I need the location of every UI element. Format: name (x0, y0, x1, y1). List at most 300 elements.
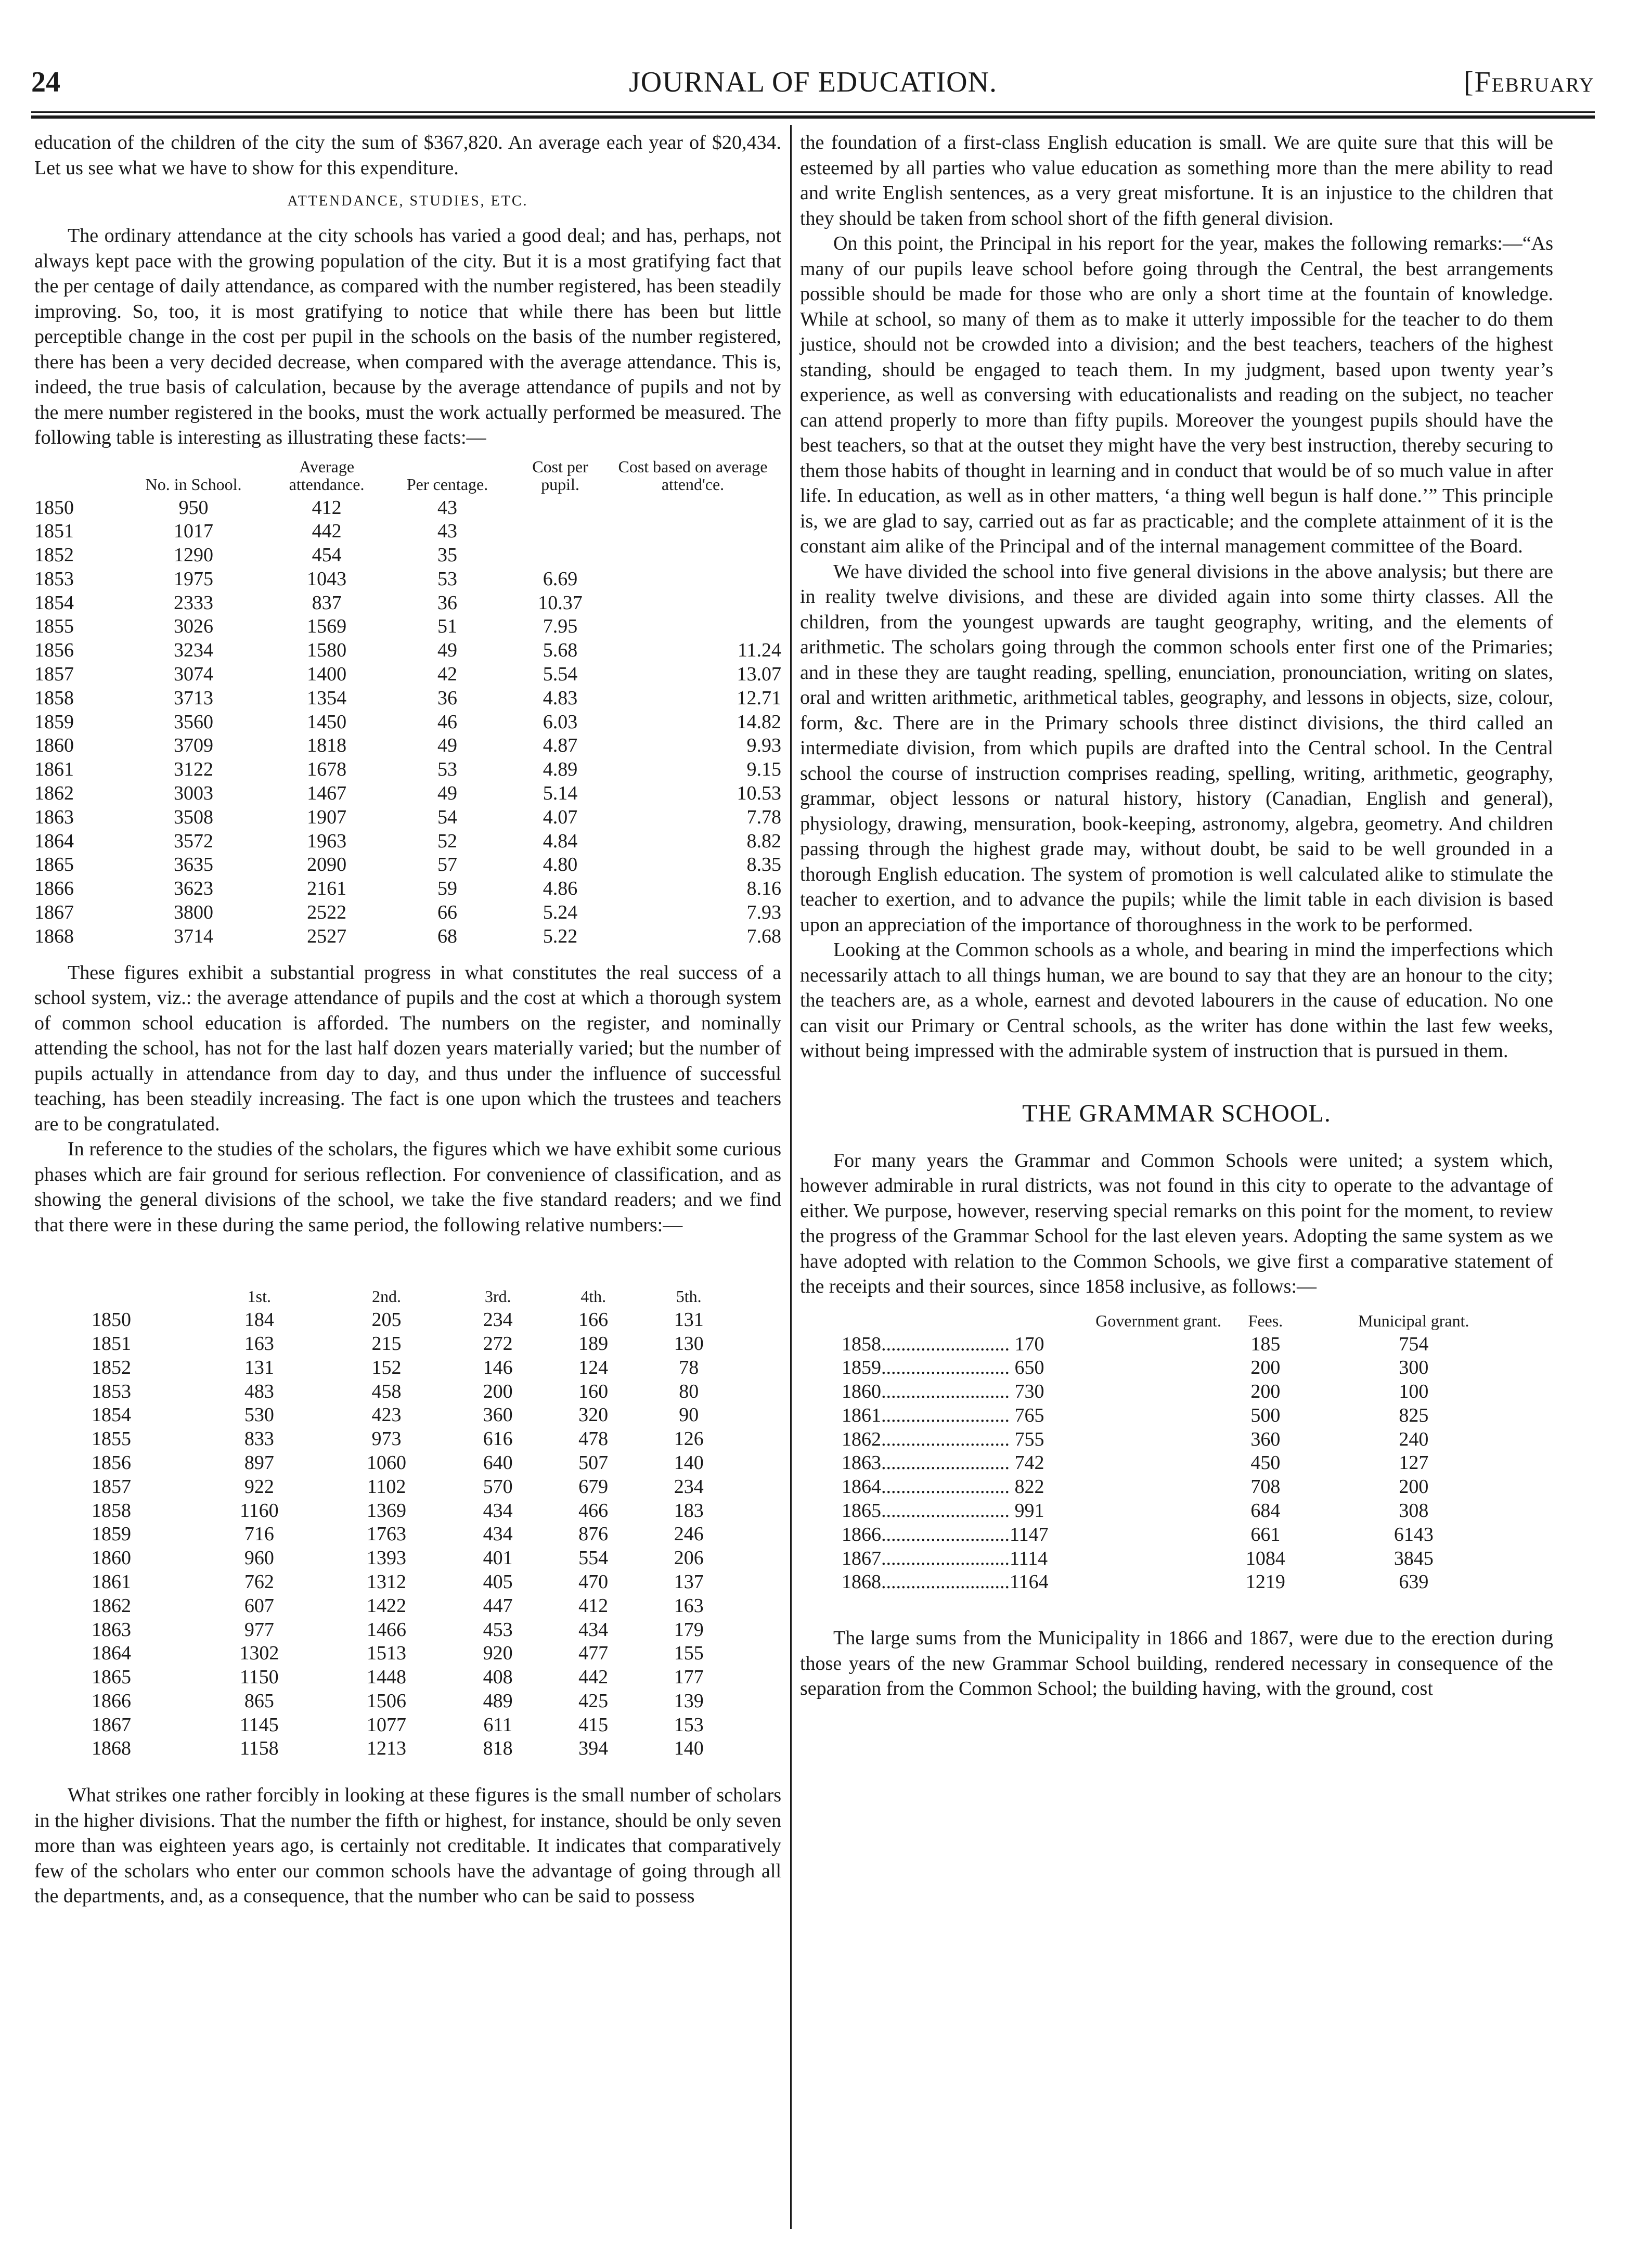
table-cell: 10.53 (737, 782, 781, 805)
table-cell: 1150 (240, 1666, 279, 1689)
readers-row (92, 1356, 737, 1380)
table-cell: 42 (437, 663, 458, 686)
table-cell: 1864 (34, 830, 74, 852)
attendance-row (34, 639, 781, 663)
gs-header-government: Government grant. (1095, 1311, 1221, 1330)
table-cell: 57 (437, 854, 458, 876)
table-cell: 54 (437, 806, 458, 828)
readers-row (92, 1713, 737, 1737)
table-cell: 466 (578, 1499, 609, 1522)
table-cell: 1354 (307, 687, 347, 709)
table-cell: 1858 (92, 1499, 131, 1522)
attendance-table-header (34, 458, 781, 496)
table-cell: 1854 (34, 591, 74, 614)
table-cell: 640 (483, 1451, 513, 1474)
table-cell: 1213 (367, 1737, 407, 1760)
table-cell: 272 (483, 1332, 513, 1355)
table-cell: 1853 (34, 568, 74, 590)
table-cell: 153 (674, 1713, 704, 1736)
table-cell: 716 (244, 1523, 274, 1545)
table-cell: 1158 (240, 1737, 279, 1760)
table-cell: 1861 (92, 1570, 131, 1593)
table-cell: 1865 (92, 1666, 131, 1689)
grammar-row (842, 1428, 1523, 1452)
table-cell: 177 (674, 1666, 704, 1689)
grammar-row (842, 1380, 1523, 1404)
attendance-row (34, 496, 781, 520)
table-cell: 1868..........................1164 (842, 1571, 1049, 1593)
table-cell: 4.84 (543, 830, 578, 852)
table-cell: 1450 (307, 711, 347, 733)
readers-row (92, 1690, 737, 1713)
table-cell: 405 (483, 1570, 513, 1593)
table-cell: 360 (1250, 1428, 1281, 1450)
table-cell: 320 (578, 1404, 609, 1426)
readers-row (92, 1547, 737, 1570)
table-cell: 3026 (174, 615, 214, 638)
table-cell: 3003 (174, 782, 214, 805)
table-cell: 68 (437, 925, 458, 947)
table-cell: 679 (578, 1475, 609, 1498)
table-cell: 1860 (92, 1547, 131, 1569)
table-cell: 1859 (34, 711, 74, 733)
table-cell: 684 (1250, 1500, 1281, 1522)
table-cell: 200 (1250, 1381, 1281, 1403)
attendance-subheading: ATTENDANCE, STUDIES, ETC. (287, 193, 528, 209)
table-cell: 1866 (34, 878, 74, 900)
table-cell: 46 (437, 711, 458, 733)
table-cell: 1422 (367, 1594, 407, 1617)
table-cell: 4.80 (543, 854, 578, 876)
attendance-row (34, 901, 781, 925)
table-cell: 1852 (92, 1356, 131, 1378)
table-cell: 394 (578, 1737, 609, 1760)
table-cell: 3845 (1393, 1547, 1434, 1569)
table-cell: 1855 (34, 615, 74, 638)
table-cell: 762 (244, 1570, 274, 1593)
table-cell: 1312 (367, 1570, 407, 1593)
table-cell: 8.16 (746, 878, 781, 900)
table-cell: 825 (1399, 1404, 1429, 1426)
grammar-table-header (842, 1312, 1523, 1333)
readers-row (92, 1427, 737, 1451)
table-cell: 1580 (307, 639, 347, 662)
table-cell: 434 (483, 1523, 513, 1545)
right-paragraph-5: For many years the Grammar and Common Schools were united; a system which, however admirable in rural districts, was not found in this city to operate to the advantage of either. We purpose, however, reserving special remarks on this point for the moment, to review the progress of the Grammar School for the last eleven years. Adopting the same system as we have adopted with relation to the Common Schools, we give first a comparative statement of the receipts and their sources, since 1858 inclusive, as follows:— (800, 1149, 1553, 1297)
table-cell: 1102 (367, 1475, 406, 1498)
table-cell: 6.69 (543, 568, 578, 590)
table-cell: 876 (578, 1523, 609, 1545)
table-cell: 6143 (1393, 1523, 1434, 1545)
table-cell: 1975 (174, 568, 214, 590)
table-cell: 454 (312, 544, 342, 566)
table-cell: 977 (244, 1618, 274, 1641)
table-cell: 450 (1250, 1452, 1281, 1474)
table-cell (604, 520, 781, 544)
readers-row (92, 1403, 737, 1427)
table-cell: 308 (1399, 1500, 1429, 1522)
table-cell: 124 (578, 1356, 609, 1378)
table-cell (516, 496, 604, 520)
table-cell: 434 (483, 1499, 513, 1522)
table-cell: 570 (483, 1475, 513, 1498)
table-cell: 163 (244, 1332, 274, 1355)
table-cell: 183 (674, 1499, 704, 1522)
table-cell: 611 (483, 1713, 512, 1736)
grammar-row (842, 1451, 1523, 1475)
table-cell: 1859 (92, 1523, 131, 1545)
table-cell: 1857 (92, 1475, 131, 1498)
table-cell (604, 568, 781, 591)
table-cell: 1818 (307, 734, 347, 757)
table-cell: 8.82 (746, 830, 781, 852)
header-rule-bottom (31, 115, 1595, 119)
table-cell: 1866 (92, 1690, 131, 1712)
table-cell: 458 (371, 1380, 402, 1402)
table-cell: 6.03 (543, 711, 578, 733)
table-cell: 80 (679, 1380, 699, 1402)
table-cell: 4.07 (543, 806, 578, 828)
table-cell: 3572 (174, 830, 214, 852)
table-cell (604, 544, 781, 568)
table-cell: 1853 (92, 1380, 131, 1402)
readers-row (92, 1499, 737, 1523)
table-cell: 3714 (174, 925, 214, 947)
table-cell: 973 (371, 1428, 402, 1450)
attendance-row (34, 758, 781, 782)
table-cell: 1865.......................... 991 (842, 1500, 1044, 1522)
table-cell: 7.78 (746, 806, 781, 828)
table-cell: 3074 (174, 663, 214, 686)
table-cell: 2527 (307, 925, 347, 947)
table-cell: 1860 (34, 734, 74, 757)
readers-table (92, 1287, 737, 1761)
right-column (800, 130, 1553, 1702)
table-cell: 4.89 (543, 758, 578, 781)
right-paragraph-4: Looking at the Common schools as a whole, and bearing in mind the imperfections which necessarily attach to all things human, we are bound to say that they are an honour to the city; the teachers are, as a whole, earnest and devoted labourers in the cause of education. No one can visit our Primary or Central schools, as the writer has done within the last few weeks, without being impressed with the admirable system of instruction that is pursued in them. (800, 939, 1553, 1062)
table-cell: 146 (483, 1356, 513, 1378)
table-cell: 140 (674, 1737, 704, 1760)
rdr-header-4th: 4th. (580, 1287, 606, 1306)
table-cell: 639 (1399, 1571, 1429, 1593)
attendance-row (34, 544, 781, 568)
table-cell: 1867 (34, 901, 74, 924)
table-cell: 1302 (239, 1642, 279, 1665)
table-cell: 12.71 (737, 687, 781, 709)
table-cell: 920 (483, 1642, 513, 1665)
table-cell: 897 (244, 1451, 274, 1474)
table-cell: 442 (312, 520, 342, 543)
table-cell: 53 (437, 758, 458, 781)
grammar-row (842, 1356, 1523, 1380)
table-cell: 477 (578, 1642, 609, 1665)
gs-header-municipal: Municipal grant. (1358, 1311, 1469, 1330)
table-cell: 1907 (307, 806, 347, 828)
table-cell (604, 496, 781, 520)
page-number: 24 (31, 66, 60, 98)
table-cell: 9.93 (746, 734, 781, 757)
table-cell: 8.35 (746, 854, 781, 876)
grammar-row (842, 1333, 1523, 1357)
table-cell: 240 (1399, 1428, 1429, 1450)
table-cell: 49 (437, 734, 458, 757)
table-cell: 2333 (174, 591, 214, 614)
attendance-row (34, 853, 781, 877)
table-cell: 1290 (174, 544, 214, 566)
table-cell: 1448 (367, 1666, 407, 1689)
table-cell: 49 (437, 639, 458, 662)
right-paragraph-2: On this point, the Principal in his report for the year, makes the following remarks:—“As many of our pupils leave school before going through the Central, the best arrangements possible should be made for those who are only a short time at the fountain of knowledge. While at school, so many of them as to make it utterly impossible for the teacher to do them justice, should not be crowded into a division; and the best teachers, teachers of the highest standing, should be engaged to teach them. In my judgment, based upon twenty year’s experience, as well as conversing with educationalists and reading on the subject, no teacher can attend properly to more than fifty pupils. Moreover the youngest pupils should have the best teachers, so that at the outset they might have the very best instruction, thereby securing to them those habits of thought in learning and in conduct that would be of so much value in after life. In education, as well as in other matters, ‘a thing well begun is half done.’” This principle is, we are glad to say, carried out as far as practicable; and the complete attainment of it is the constant aim alike of the Principal and of the internal management committee of the Board. (800, 233, 1553, 557)
table-cell: 661 (1250, 1523, 1281, 1545)
table-cell: 10.37 (538, 591, 583, 614)
table-cell: 434 (578, 1618, 609, 1641)
readers-row (92, 1475, 737, 1499)
table-cell: 1400 (307, 663, 347, 686)
table-cell: 130 (674, 1332, 704, 1355)
table-cell: 500 (1250, 1404, 1281, 1426)
table-cell: 163 (674, 1594, 704, 1617)
table-cell: 205 (371, 1309, 402, 1331)
table-cell: 530 (244, 1404, 274, 1426)
table-cell: 1219 (1245, 1571, 1285, 1593)
table-cell: 126 (674, 1428, 704, 1450)
table-cell: 950 (178, 496, 209, 519)
table-cell: 1852 (34, 544, 74, 566)
table-cell: 90 (679, 1404, 699, 1426)
grammar-row (842, 1547, 1523, 1571)
table-cell: 3713 (174, 687, 214, 709)
table-cell: 3234 (174, 639, 214, 662)
table-cell: 152 (371, 1356, 402, 1378)
attendance-row (34, 711, 781, 734)
table-cell: 1862.......................... 755 (842, 1428, 1044, 1450)
table-cell: 5.24 (543, 901, 578, 924)
table-cell: 185 (1250, 1333, 1281, 1355)
attendance-row (34, 663, 781, 687)
table-cell: 1862 (34, 782, 74, 805)
table-cell: 78 (679, 1356, 699, 1378)
table-cell: 616 (483, 1428, 513, 1450)
left-paragraph-1: education of the children of the city the sum of $367,820. An average each year of $20,434. Let us see what we have to show for this expenditure. (34, 132, 781, 179)
table-cell: 412 (578, 1594, 609, 1617)
grammar-row (842, 1475, 1523, 1499)
table-cell: 1678 (307, 758, 347, 781)
table-cell: 189 (578, 1332, 609, 1355)
table-cell: 14.82 (737, 711, 781, 733)
left-paragraph-3: These figures exhibit a substantial progress in what constitutes the real success of a school system, viz.: the average attendance of pupils and the cost at which a thorough system of common school education is afforded. The numbers on the register, and nominally attending the school, has not for the last half dozen years materially varied; but the number of pupils actually in attendance from day to day, and thus under the influence of successful teaching, has been steadily increasing. The fact is one upon which the trustees and teachers are to be congratulated. (34, 961, 781, 1135)
table-cell: 1863 (34, 806, 74, 828)
table-cell: 49 (437, 782, 458, 805)
table-cell: 447 (483, 1594, 513, 1617)
table-cell: 3508 (174, 806, 214, 828)
grammar-row (842, 1570, 1523, 1594)
table-cell: 7.93 (746, 901, 781, 924)
table-cell: 1861 (34, 758, 74, 781)
table-cell: 160 (578, 1380, 609, 1402)
table-cell: 922 (244, 1475, 274, 1498)
rdr-header-2nd: 2nd. (372, 1287, 402, 1306)
readers-row (92, 1332, 737, 1356)
attendance-row (34, 806, 781, 830)
issue-month: [February (1464, 66, 1595, 98)
table-cell: 7.68 (746, 925, 781, 947)
table-cell: 4.87 (543, 734, 578, 757)
table-cell: 5.68 (543, 639, 578, 662)
attendance-table (34, 458, 781, 949)
table-cell: 53 (437, 568, 458, 590)
table-cell: 408 (483, 1666, 513, 1689)
grammar-row (842, 1499, 1523, 1523)
table-cell: 35 (437, 544, 458, 566)
readers-row (92, 1380, 737, 1404)
table-cell: 1856 (34, 639, 74, 662)
table-cell (604, 591, 781, 615)
table-cell: 9.15 (746, 758, 781, 781)
table-cell: 3635 (174, 854, 214, 876)
rdr-header-year (92, 1287, 196, 1308)
table-cell: 865 (244, 1690, 274, 1712)
table-cell: 1569 (307, 615, 347, 638)
table-cell: 131 (244, 1356, 274, 1378)
table-cell: 300 (1399, 1357, 1429, 1379)
table-cell: 43 (437, 520, 458, 543)
attendance-row (34, 925, 781, 949)
table-cell: 607 (244, 1594, 274, 1617)
table-cell (604, 615, 781, 639)
readers-row (92, 1642, 737, 1666)
table-cell: 36 (437, 687, 458, 709)
left-paragraph-2: The ordinary attendance at the city schools has varied a good deal; and has, perhaps, not always kept pace with the growing population of the city. But it is a most gratifying fact that the per centage of daily attendance, as compared with the number registered, has been steadily improving. So, too, it is most gratifying to notice that while there has been but little perceptible change in the cost per pupil in the schools on the basis of the number registered, there has been a very decided decrease, when compared with the average attendance. This is, indeed, the true basis of calculation, because by the average attendance of pupils and not by the mere number registered in the books, must the work actually performed be measured. The following table is interesting as illustrating these facts:— (34, 225, 781, 448)
table-cell: 425 (578, 1690, 609, 1712)
readers-row (92, 1570, 737, 1594)
table-cell: 401 (483, 1547, 513, 1569)
table-cell: 1077 (367, 1713, 407, 1736)
table-cell (516, 544, 604, 568)
table-cell: 442 (578, 1666, 609, 1689)
readers-row (92, 1523, 737, 1547)
table-cell: 3122 (174, 758, 214, 781)
table-cell: 1963 (307, 830, 347, 852)
right-paragraph-1: the foundation of a first-class English education is small. We are quite sure that this will be esteemed by all parties who value education as something more than the mere ability to read and write English sentences, as a very great misfortune. It is an injustice to the children that they should be taken from school short of the fifth general division. (800, 132, 1553, 229)
table-cell: 1863.......................... 742 (842, 1452, 1044, 1474)
table-cell: 51 (437, 615, 458, 638)
table-cell: 1858.......................... 170 (842, 1333, 1044, 1355)
left-paragraph-4: In reference to the studies of the scholars, the figures which we have exhibit some curious phases which are fair ground for serious reflection. For convenience of classification, and as showing the general divisions of the school, we take the five standard readers; and we find that there were in these during the same period, the following relative numbers:— (34, 1138, 781, 1236)
table-cell: 1060 (367, 1451, 407, 1474)
table-cell: 1859.......................... 650 (842, 1357, 1044, 1379)
grammar-school-heading: THE GRAMMAR SCHOOL. (1022, 1099, 1331, 1127)
attendance-row (34, 830, 781, 854)
att-header-average: Average attendance. (289, 457, 365, 494)
table-cell: 708 (1250, 1476, 1281, 1498)
gs-header-fees: Fees. (1248, 1311, 1283, 1330)
table-cell: 4.86 (543, 878, 578, 900)
table-cell: 1855 (92, 1428, 131, 1450)
table-cell: 166 (578, 1309, 609, 1331)
table-cell: 833 (244, 1428, 274, 1450)
table-cell: 4.83 (543, 687, 578, 709)
table-cell: 754 (1399, 1333, 1429, 1355)
table-cell: 1867..........................1114 (842, 1547, 1048, 1569)
table-cell: 1868 (34, 925, 74, 947)
table-cell: 1856 (92, 1451, 131, 1474)
table-cell: 5.22 (543, 925, 578, 947)
table-cell: 1866..........................1147 (842, 1523, 1049, 1545)
att-header-year (34, 458, 112, 496)
grammar-row (842, 1523, 1523, 1547)
attendance-row (34, 591, 781, 615)
left-paragraph-5: What strikes one rather forcibly in looking at these figures is the small number of scholars in the higher divisions. That the number the fifth or highest, for instance, should be only seven more than was eighteen years ago, is certainly not creditable. It indicates that comparatively few of the scholars who enter our common schools have the advantage of going through all the departments, and, as a consequence, that the number who can be said to possess (34, 1784, 781, 1908)
table-cell: 1862 (92, 1594, 131, 1617)
journal-title: JOURNAL OF EDUCATION. (628, 66, 998, 98)
table-cell: 478 (578, 1428, 609, 1450)
readers-table-header (92, 1287, 737, 1308)
table-cell: 1043 (307, 568, 347, 590)
table-cell: 1017 (174, 520, 214, 543)
readers-row (92, 1451, 737, 1475)
table-cell: 2161 (307, 878, 347, 900)
table-cell: 127 (1399, 1452, 1429, 1474)
table-cell: 100 (1399, 1381, 1429, 1403)
table-cell: 13.07 (737, 663, 781, 686)
table-cell: 1763 (367, 1523, 407, 1545)
attendance-row (34, 782, 781, 806)
table-cell: 1160 (240, 1499, 279, 1522)
att-header-percentage: Per centage. (406, 474, 488, 494)
table-cell: 137 (674, 1570, 704, 1593)
right-paragraph-3: We have divided the school into five general divisions in the above analysis; but there are in reality twelve divisions, and these are divided again into some thirty classes. All the children, from the youngest upwards are taught geography, writing, and the elements of arithmetic. The scholars going through the common schools enter first one of the Primaries; and in these they are taught reading, spelling, enunciation, pronounciation, writing on slates, oral and written arithmetic, arithmetical tables, geography, and lessons in objects, size, colour, form, &c. There are in the Primary schools three distinct divisions, the third called an intermediate division, from which pupils are drafted into the Central school. In the Central school the course of instruction comprises reading, spelling, writing, arithmetic, geography, grammar, object lessons or natural history, history (Canadian, English and general), physiology, drawing, mensuration, book-keeping, astronomy, algebra, geometry. And children passing through the highest grade may, without doubt, be said to be well grounded in a thorough English education. The system of promotion is well calculated alike to stimulate the teacher to exertion, and to advance the pupils; while the limit table in each division is based upon an appreciation of the importance of thoroughness in the work to be performed. (800, 560, 1553, 936)
readers-row (92, 1737, 737, 1761)
table-cell: 5.54 (543, 663, 578, 686)
table-cell: 59 (437, 878, 458, 900)
table-cell: 453 (483, 1618, 513, 1641)
att-header-cost-average: Cost based on average attend'ce. (618, 457, 768, 494)
header-rule-top (31, 111, 1595, 113)
table-cell: 1393 (367, 1547, 407, 1569)
table-cell: 215 (371, 1332, 402, 1355)
readers-row (92, 1308, 737, 1332)
table-cell: 1513 (367, 1642, 407, 1665)
readers-row (92, 1666, 737, 1690)
table-cell: 1369 (367, 1499, 407, 1522)
table-cell: 1864 (92, 1642, 131, 1665)
table-cell: 1863 (92, 1618, 131, 1641)
table-cell: 200 (1250, 1357, 1281, 1379)
table-cell: 1467 (307, 782, 347, 805)
att-header-cost: Cost per pupil. (532, 457, 588, 494)
table-cell: 139 (674, 1690, 704, 1712)
table-cell: 3800 (174, 901, 214, 924)
table-cell: 52 (437, 830, 458, 852)
table-cell: 155 (674, 1642, 704, 1665)
table-cell: 1145 (240, 1713, 279, 1736)
readers-row (92, 1618, 737, 1642)
left-column (34, 130, 781, 1909)
table-cell: 140 (674, 1451, 704, 1474)
table-cell: 2522 (307, 901, 347, 924)
column-divider (790, 125, 792, 2229)
table-cell: 234 (483, 1309, 513, 1331)
table-cell: 483 (244, 1380, 274, 1402)
table-cell: 66 (437, 901, 458, 924)
table-cell: 179 (674, 1618, 704, 1641)
attendance-row (34, 877, 781, 901)
table-cell: 3560 (174, 711, 214, 733)
table-cell: 11.24 (737, 639, 781, 662)
attendance-row (34, 568, 781, 591)
table-cell: 36 (437, 591, 458, 614)
table-cell: 5.14 (543, 782, 578, 805)
